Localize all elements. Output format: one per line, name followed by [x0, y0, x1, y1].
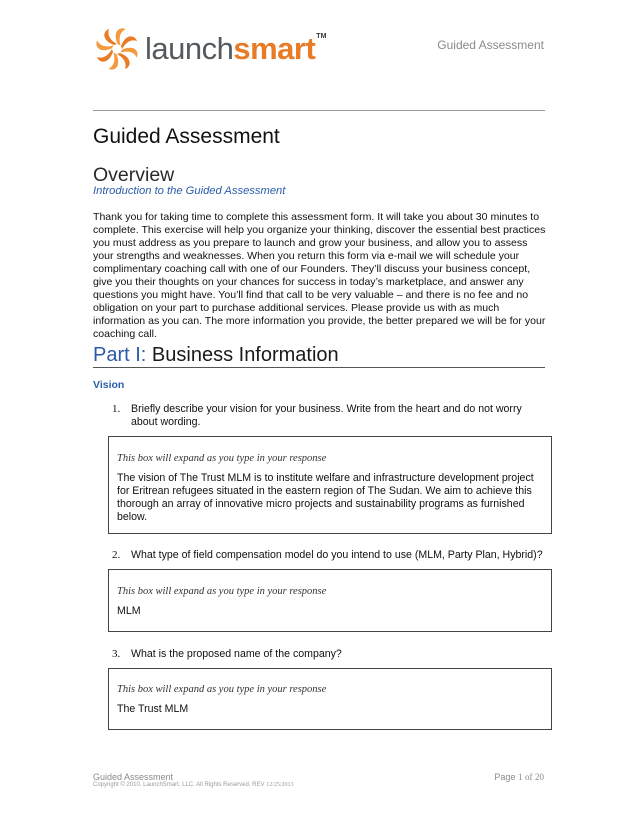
overview-subtitle: Introduction to the Guided Assessment	[93, 185, 286, 197]
response-hint: This box will expand as you type in your response	[117, 586, 327, 597]
part-divider	[93, 367, 545, 368]
question-3	[112, 648, 551, 661]
page-of: of	[524, 772, 533, 782]
question-text: What type of field compensation model do you intend to use (MLM, Party Plan, Hybrid)?	[131, 549, 543, 561]
response-hint: This box will expand as you type in your response	[117, 453, 327, 464]
launchsmart-logo	[93, 26, 326, 72]
logo-text-launch: launch	[145, 30, 234, 66]
response-box-3[interactable]	[108, 668, 552, 730]
overview-heading: Overview	[93, 164, 175, 186]
page-title: Guided Assessment	[93, 125, 280, 148]
question-number: 2.	[112, 549, 121, 561]
question-1	[112, 403, 551, 429]
footer-title: Guided Assessment	[93, 772, 174, 782]
response-box-1[interactable]	[108, 436, 552, 534]
response-text[interactable]: The vision of The Trust MLM is to institute welfare and infrastructure development project for Eritrean refugees situated in the eastern region of The Sudan. We aim to achieve this thorough an array of innovative micro projects and sustainability programs as furnished below.	[117, 472, 534, 523]
part-number: Part I:	[93, 344, 147, 366]
footer-copyright	[93, 782, 294, 788]
question-2	[112, 549, 551, 562]
header-divider	[93, 110, 545, 111]
page-label: Page	[494, 772, 516, 782]
logo-trademark: TM	[316, 32, 327, 40]
question-text: What is the proposed name of the company?	[131, 648, 342, 660]
intro-paragraph: Thank you for taking time to complete this assessment form. It will take you about 30 minutes to complete. This exercise will help you organize your thinking, discover the essential best practices you must address as you prepare to launch and grow your business, and allow you to assess your strengths and weaknesses. When you return this form via e-mail we will schedule your complimentary coaching call with one of our Founders. They’ll discuss your business concept, give you their thoughts on your chances for success in today’s marketplace, and answer any questions you might have. You’ll find that call to be very valuable – and there is no fee and no obligation on your part to purchase additional services. Please provide us with as much information as you can. The more information you provide, the better prepared we will be for your coaching call.	[93, 211, 546, 340]
response-text[interactable]: The Trust MLM	[117, 703, 189, 715]
question-text: Briefly describe your vision for your business. Write from the heart and do not worry about wording.	[131, 403, 522, 428]
response-box-2[interactable]	[108, 569, 552, 632]
section-heading-vision: Vision	[93, 379, 125, 391]
logo-wordmark	[145, 30, 316, 66]
page-total: 20	[535, 772, 544, 782]
launchsmart-sun-icon	[93, 26, 141, 72]
part-heading	[93, 344, 339, 367]
revision-date: 12/25/2013	[266, 782, 294, 788]
header-title: Guided Assessment	[437, 38, 544, 52]
copyright-text: Copyright © 2010. LaunchSmart, LLC. All Rights Reserved. REV	[93, 782, 265, 788]
part-title: Business Information	[151, 344, 339, 366]
logo-text-smart: smart	[233, 30, 316, 66]
question-number: 1.	[112, 403, 121, 415]
response-text[interactable]: MLM	[117, 605, 141, 617]
page-indicator	[494, 772, 544, 782]
question-number: 3.	[112, 648, 121, 660]
page-number: 1	[517, 772, 523, 782]
response-hint: This box will expand as you type in your response	[117, 684, 327, 695]
